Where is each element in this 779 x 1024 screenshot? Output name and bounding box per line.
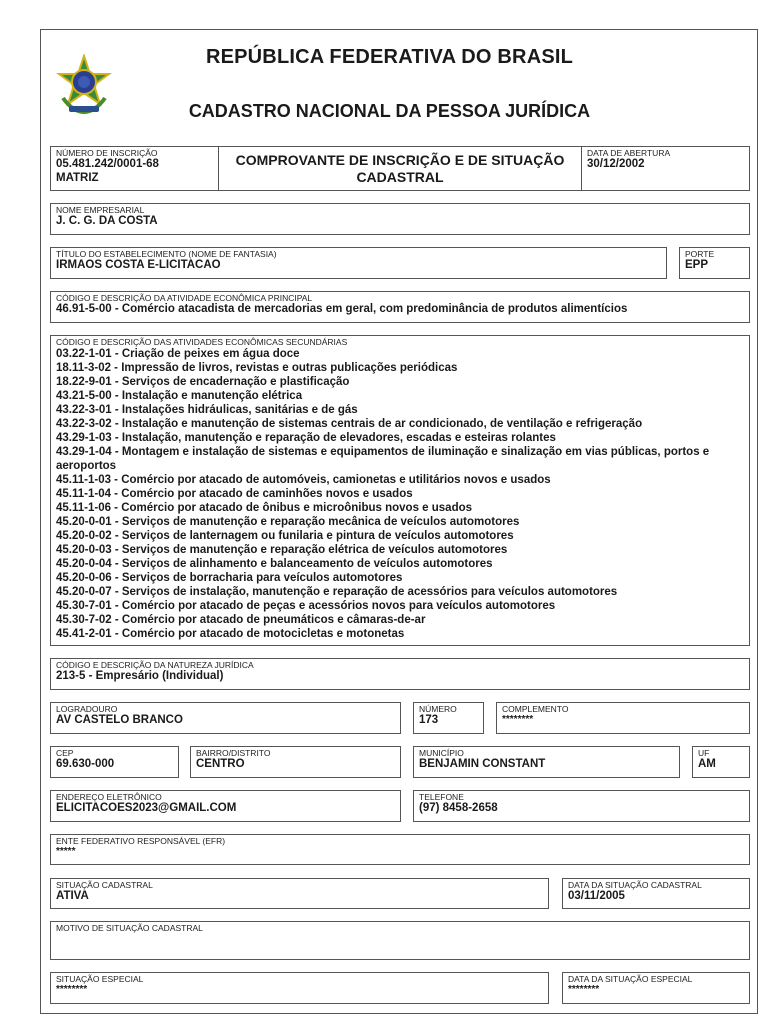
email-label: ENDEREÇO ELETRÔNICO (56, 792, 162, 802)
data-situacao-especial-value: ******** (568, 984, 600, 995)
nome-empresarial-value: J. C. G. DA COSTA (56, 215, 158, 227)
atividade-secundaria-item: 43.22-3-01 - Instalações hidráulicas, sanitárias e de gás (56, 404, 358, 416)
situacao-especial-label: SITUAÇÃO ESPECIAL (56, 974, 144, 984)
atividade-principal-value: 46.91-5-00 - Comércio atacadista de mercadorias em geral, com predominância de produtos alimentícios (56, 303, 628, 315)
atividade-secundaria-item: 45.11-1-04 - Comércio por atacado de caminhões novos e usados (56, 488, 413, 500)
comprovante-title: COMPROVANTE DE INSCRIÇÃO E DE SITUAÇÃO CADASTRAL (235, 151, 565, 185)
atividade-secundaria-item: 45.20-0-01 - Serviços de manutenção e reparação mecânica de veículos automotores (56, 516, 520, 528)
atividades-secundarias-field (50, 335, 750, 646)
municipio-label: MUNICÍPIO (419, 748, 464, 758)
data-situacao-value: 03/11/2005 (568, 890, 625, 902)
atividade-principal-label: CÓDIGO E DESCRIÇÃO DA ATIVIDADE ECONÔMICA PRINCIPAL (56, 293, 313, 303)
situacao-value: ATIVA (56, 890, 89, 902)
data-situacao-label: DATA DA SITUAÇÃO CADASTRAL (568, 880, 702, 890)
bairro-field (190, 746, 401, 778)
data-situacao-especial-field (562, 972, 750, 1004)
telefone-label: TELEFONE (419, 792, 464, 802)
abertura-label: DATA DE ABERTURA (587, 148, 671, 158)
atividade-secundaria-item: 43.29-1-04 - Montagem e instalação de sistemas e equipamentos de iluminação e sinalização em vias públicas, portos e aeroportos (56, 446, 710, 472)
atividade-secundaria-item: 45.11-1-06 - Comércio por atacado de ônibus e microônibus novos e usados (56, 502, 473, 514)
page-title: REPÚBLICA FEDERATIVA DO BRASIL (205, 46, 574, 68)
numero-label: NÚMERO (419, 704, 457, 714)
numero-field (413, 702, 484, 734)
atividade-secundaria-item: 03.22-1-01 - Criação de peixes em água doce (56, 348, 300, 360)
data-situacao-field (562, 878, 750, 909)
inscricao-label: NÚMERO DE INSCRIÇÃO (56, 148, 158, 158)
uf-label: UF (698, 748, 710, 758)
fantasia-label: TÍTULO DO ESTABELECIMENTO (NOME DE FANTASIA) (56, 249, 277, 259)
natureza-juridica-field (50, 658, 750, 690)
complemento-label: COMPLEMENTO (502, 704, 569, 714)
atividade-secundaria-item: 45.30-7-01 - Comércio por atacado de peças e acessórios novos para veículos automotores (56, 600, 556, 612)
cep-label: CEP (56, 748, 74, 758)
complemento-field (496, 702, 750, 734)
abertura-value: 30/12/2002 (587, 158, 645, 170)
inscricao-type: MATRIZ (56, 172, 99, 184)
fantasia-field (50, 247, 667, 279)
atividade-secundaria-item: 18.22-9-01 - Serviços de encadernação e plastificação (56, 376, 350, 388)
porte-value: EPP (685, 259, 709, 271)
logradouro-label: LOGRADOURO (56, 704, 118, 714)
efr-label: ENTE FEDERATIVO RESPONSÁVEL (EFR) (56, 836, 226, 846)
atividade-secundaria-item: 45.20-0-04 - Serviços de alinhamento e balanceamento de veículos automotores (56, 558, 493, 570)
situacao-field (50, 878, 549, 909)
logradouro-value: AV CASTELO BRANCO (56, 714, 183, 726)
natureza-juridica-label: CÓDIGO E DESCRIÇÃO DA NATUREZA JURÍDICA (56, 660, 254, 670)
uf-field (692, 746, 750, 778)
atividade-secundaria-item: 45.20-0-07 - Serviços de instalação, manutenção e reparação de acessórios para veículos automotores (56, 586, 618, 598)
atividade-secundaria-item: 43.29-1-03 - Instalação, manutenção e reparação de elevadores, escadas e esteiras rolantes (56, 432, 556, 444)
municipio-field (413, 746, 680, 778)
complemento-value: ******** (502, 714, 534, 725)
bairro-label: BAIRRO/DISTRITO (196, 748, 271, 758)
fantasia-value: IRMAOS COSTA E-LICITACAO (56, 259, 221, 271)
atividade-secundaria-item: 45.30-7-02 - Comércio por atacado de pneumáticos e câmaras-de-ar (56, 614, 426, 626)
atividade-secundaria-item: 18.11-3-02 - Impressão de livros, revistas e outras publicações periódicas (56, 362, 458, 374)
motivo-field (50, 921, 750, 960)
situacao-especial-value: ******** (56, 984, 88, 995)
situacao-especial-field (50, 972, 549, 1004)
cep-field (50, 746, 179, 778)
natureza-juridica-value: 213-5 - Empresário (Individual) (56, 670, 224, 682)
telefone-value: (97) 8458-2658 (419, 802, 498, 814)
nome-empresarial-field (50, 203, 750, 235)
inscricao-field (50, 146, 219, 191)
logradouro-field (50, 702, 401, 734)
porte-field (679, 247, 750, 279)
bairro-value: CENTRO (196, 758, 245, 770)
atividade-secundaria-item: 43.22-3-02 - Instalação e manutenção de sistemas centrais de ar condicionado, de ventilação e refrigeração (56, 418, 643, 430)
email-value: ELICITACOES2023@GMAIL.COM (56, 802, 237, 814)
telefone-field (413, 790, 750, 822)
atividade-principal-field (50, 291, 750, 323)
porte-label: PORTE (685, 249, 715, 259)
atividade-secundaria-item: 43.21-5-00 - Instalação e manutenção elétrica (56, 390, 303, 402)
atividades-secundarias-list (56, 347, 743, 641)
atividade-secundaria-item: 45.11-1-03 - Comércio por atacado de automóveis, camionetas e utilitários novos e usados (56, 474, 551, 486)
atividade-secundaria-item: 45.20-0-03 - Serviços de manutenção e reparação elétrica de veículos automotores (56, 544, 508, 556)
cep-value: 69.630-000 (56, 758, 115, 770)
inscricao-value: 05.481.242/0001-68 (56, 158, 159, 170)
motivo-label: MOTIVO DE SITUAÇÃO CADASTRAL (56, 923, 203, 933)
atividade-secundaria-item: 45.20-0-06 - Serviços de borracharia para veículos automotores (56, 572, 403, 584)
atividade-secundaria-item: 45.20-0-02 - Serviços de lanternagem ou funilaria e pintura de veículos automotores (56, 530, 514, 542)
efr-value: ***** (56, 846, 76, 857)
data-situacao-especial-label: DATA DA SITUAÇÃO ESPECIAL (568, 974, 693, 984)
municipio-value: BENJAMIN CONSTANT (419, 758, 546, 770)
uf-value: AM (698, 758, 716, 770)
atividade-secundaria-item: 45.41-2-01 - Comércio por atacado de motocicletas e motonetas (56, 628, 405, 640)
email-field (50, 790, 401, 822)
situacao-label: SITUAÇÃO CADASTRAL (56, 880, 153, 890)
comprovante-title-box (218, 146, 582, 191)
abertura-field (581, 146, 750, 191)
numero-value: 173 (419, 714, 439, 726)
page-subtitle: CADASTRO NACIONAL DA PESSOA JURÍDICA (188, 101, 591, 121)
nome-empresarial-label: NOME EMPRESARIAL (56, 205, 145, 215)
atividades-secundarias-label: CÓDIGO E DESCRIÇÃO DAS ATIVIDADES ECONÔMICAS SECUNDÁRIAS (56, 337, 348, 347)
efr-field (50, 834, 750, 865)
